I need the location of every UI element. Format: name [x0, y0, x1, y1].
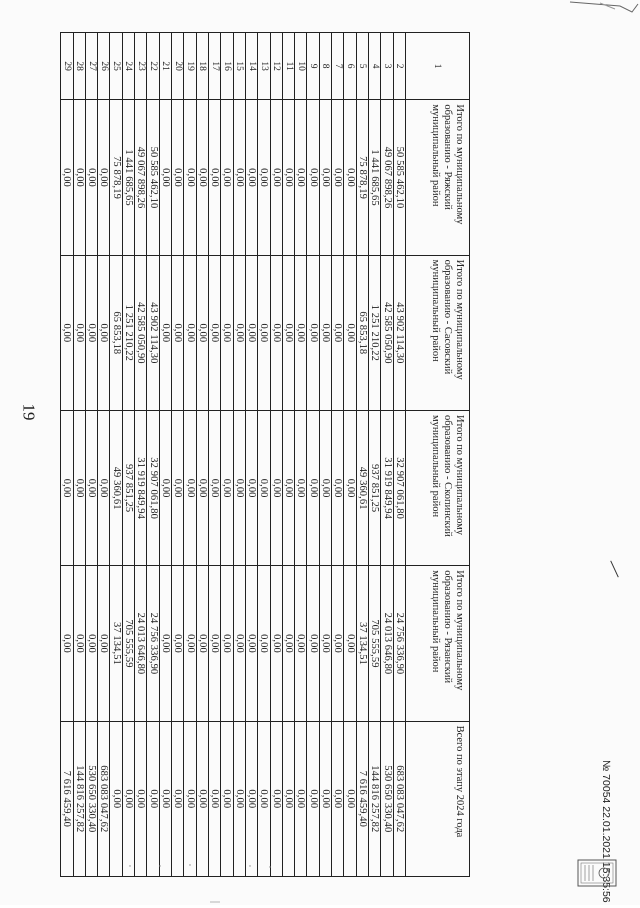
value-cell: 530 650 330,40 [85, 721, 97, 876]
value-cell: 0,00 [258, 566, 270, 721]
column-number-cell: 29 [61, 33, 74, 100]
table-row [172, 33, 184, 877]
column-number-cell: 18 [196, 33, 208, 100]
value-cell: 0,00 [282, 410, 294, 565]
column-number-cell: 22 [147, 33, 159, 100]
value-cell: 0,00 [196, 721, 208, 876]
value-cell: 0,00 [319, 255, 331, 410]
value-cell: 37 134,51 [110, 566, 122, 721]
value-cell: 0,00 [85, 255, 97, 410]
value-cell: 0,00 [209, 721, 221, 876]
table-row [369, 33, 381, 877]
value-cell: 0,00 [307, 255, 319, 410]
value-cell: 75 878,19 [356, 100, 368, 255]
value-cell: 0,00 [98, 100, 110, 255]
table-row [209, 33, 221, 877]
table-row [270, 33, 282, 877]
value-cell: 65 853,18 [356, 255, 368, 410]
value-cell: 49 067 898,26 [135, 100, 147, 255]
table-row [381, 33, 393, 877]
column-number-cell: 21 [159, 33, 171, 100]
value-cell: 0,00 [184, 100, 196, 255]
value-cell: 0,00 [221, 410, 233, 565]
value-cell: 0,00 [73, 255, 85, 410]
value-cell: 0,00 [282, 566, 294, 721]
value-cell: 0,00 [209, 255, 221, 410]
column-number-cell: 1 [406, 33, 470, 100]
pen-mark [610, 561, 619, 578]
value-cell: 0,00 [295, 255, 307, 410]
value-cell: 0,00 [245, 721, 257, 876]
value-cell: 0,00 [221, 566, 233, 721]
column-number-cell: 24 [122, 33, 134, 100]
value-cell: 0,00 [295, 566, 307, 721]
value-cell: 0,00 [98, 410, 110, 565]
value-cell: 24 013 646,80 [135, 566, 147, 721]
table-row [295, 33, 307, 877]
table-row [110, 33, 122, 877]
column-number-cell: 4 [369, 33, 381, 100]
value-cell: 0,00 [282, 721, 294, 876]
value-cell: 0,00 [245, 255, 257, 410]
value-cell: 50 585 462,10 [147, 100, 159, 255]
value-cell: 0,00 [258, 721, 270, 876]
value-cell: 937 851,25 [122, 410, 134, 565]
seal-icon [576, 858, 618, 888]
row-label-cell: Итого по муниципальному образованию - Скопинский муниципальный район [406, 410, 470, 565]
value-cell: 32 907 061,80 [393, 410, 405, 565]
value-cell: 0,00 [221, 100, 233, 255]
value-cell: 0,00 [159, 410, 171, 565]
value-cell: 0,00 [332, 255, 344, 410]
value-cell: 0,00 [344, 100, 356, 255]
scan-artifact-dots [120, 858, 300, 908]
value-cell: 0,00 [196, 410, 208, 565]
value-cell: 0,00 [270, 410, 282, 565]
value-cell: 31 919 849,94 [381, 410, 393, 565]
value-cell: 24 756 336,90 [393, 566, 405, 721]
value-cell: 0,00 [319, 566, 331, 721]
value-cell: 0,00 [307, 100, 319, 255]
value-cell: 0,00 [209, 566, 221, 721]
value-cell: 0,00 [258, 255, 270, 410]
value-cell: 0,00 [147, 721, 159, 876]
value-cell: 0,00 [270, 255, 282, 410]
value-cell: 0,00 [221, 255, 233, 410]
value-cell: 0,00 [233, 100, 245, 255]
column-number-cell: 19 [184, 33, 196, 100]
column-number-cell: 28 [73, 33, 85, 100]
document-stamp: № 70054 22.01.2021 15:35:56 [600, 760, 612, 903]
value-cell: 0,00 [98, 566, 110, 721]
value-cell: 42 585 050,90 [135, 255, 147, 410]
value-cell: 0,00 [122, 721, 134, 876]
value-cell: 0,00 [85, 566, 97, 721]
value-cell: 0,00 [73, 410, 85, 565]
table-row [73, 33, 85, 877]
table-row [98, 33, 110, 877]
column-number-cell: 25 [110, 33, 122, 100]
value-cell: 0,00 [196, 255, 208, 410]
value-cell: 0,00 [332, 100, 344, 255]
value-cell: 0,00 [85, 100, 97, 255]
value-cell: 0,00 [233, 410, 245, 565]
value-cell: 0,00 [295, 721, 307, 876]
scan-artifact-corner [560, 0, 640, 20]
value-cell: 0,00 [344, 410, 356, 565]
column-number-cell: 6 [344, 33, 356, 100]
row-label-cell: Итого по муниципальному образованию - Ряжский муниципальный район [406, 100, 470, 255]
value-cell: 0,00 [98, 255, 110, 410]
value-cell: 7 616 459,40 [356, 721, 368, 876]
table-row [61, 33, 74, 877]
value-cell: 683 083 047,62 [393, 721, 405, 876]
value-cell: 31 919 849,94 [135, 410, 147, 565]
value-cell: 0,00 [184, 410, 196, 565]
value-cell: 1 441 685,65 [369, 100, 381, 255]
value-cell: 0,00 [258, 100, 270, 255]
value-cell: 0,00 [172, 100, 184, 255]
budget-table [60, 32, 470, 877]
value-cell: 0,00 [270, 100, 282, 255]
value-cell: 0,00 [332, 410, 344, 565]
column-number-cell: 26 [98, 33, 110, 100]
table-row [85, 33, 97, 877]
value-cell: 705 555,59 [122, 566, 134, 721]
column-number-cell: 14 [245, 33, 257, 100]
value-cell: 0,00 [332, 566, 344, 721]
table-row [332, 33, 344, 877]
value-cell: 0,00 [172, 721, 184, 876]
value-cell: 0,00 [61, 255, 74, 410]
column-number-cell: 11 [282, 33, 294, 100]
value-cell: 1 441 685,65 [122, 100, 134, 255]
value-cell: 0,00 [233, 255, 245, 410]
value-cell: 32 907 061,80 [147, 410, 159, 565]
table-row [319, 33, 331, 877]
value-cell: 683 083 047,62 [98, 721, 110, 876]
table-row [147, 33, 159, 877]
table-row [344, 33, 356, 877]
value-cell: 0,00 [319, 100, 331, 255]
value-cell: 75 878,19 [110, 100, 122, 255]
value-cell: 0,00 [172, 255, 184, 410]
value-cell: 0,00 [196, 566, 208, 721]
value-cell: 0,00 [85, 410, 97, 565]
value-cell: 0,00 [159, 566, 171, 721]
value-cell: 43 902 114,30 [147, 255, 159, 410]
value-cell: 530 650 330,40 [381, 721, 393, 876]
page-number: 19 [19, 403, 39, 421]
value-cell: 705 555,59 [369, 566, 381, 721]
value-cell: 0,00 [159, 721, 171, 876]
value-cell: 0,00 [110, 721, 122, 876]
column-number-cell: 3 [381, 33, 393, 100]
value-cell: 144 816 257,82 [73, 721, 85, 876]
table-row [245, 33, 257, 877]
value-cell: 0,00 [61, 410, 74, 565]
column-number-cell: 10 [295, 33, 307, 100]
value-cell: 0,00 [61, 100, 74, 255]
table-row [307, 33, 319, 877]
value-cell: 42 585 050,90 [381, 255, 393, 410]
value-cell: 0,00 [332, 721, 344, 876]
value-cell: 144 816 257,82 [369, 721, 381, 876]
value-cell: 0,00 [245, 566, 257, 721]
column-number-cell: 12 [270, 33, 282, 100]
column-number-cell: 2 [393, 33, 405, 100]
value-cell: 0,00 [159, 100, 171, 255]
table-row [356, 33, 368, 877]
value-cell: 0,00 [295, 100, 307, 255]
table-row [122, 33, 134, 877]
row-label-cell: Итого по муниципальному образованию - Сасовский муниципальный район [406, 255, 470, 410]
value-cell: 0,00 [196, 100, 208, 255]
column-number-cell: 23 [135, 33, 147, 100]
value-cell: 0,00 [233, 566, 245, 721]
value-cell: 0,00 [295, 410, 307, 565]
value-cell: 0,00 [319, 410, 331, 565]
table-row [184, 33, 196, 877]
column-number-cell: 20 [172, 33, 184, 100]
value-cell: 0,00 [270, 566, 282, 721]
value-cell: 0,00 [319, 721, 331, 876]
value-cell: 37 134,51 [356, 566, 368, 721]
table-row [258, 33, 270, 877]
value-cell: 0,00 [307, 721, 319, 876]
column-number-cell: 27 [85, 33, 97, 100]
value-cell: 1 251 210,22 [122, 255, 134, 410]
column-number-cell: 8 [319, 33, 331, 100]
value-cell: 0,00 [282, 255, 294, 410]
table-row [233, 33, 245, 877]
value-cell: 0,00 [221, 721, 233, 876]
column-number-cell: 9 [307, 33, 319, 100]
value-cell: 0,00 [184, 566, 196, 721]
column-number-cell: 16 [221, 33, 233, 100]
value-cell: 0,00 [172, 410, 184, 565]
column-number-cell: 17 [209, 33, 221, 100]
table-row [159, 33, 171, 877]
rotated-table-container [60, 32, 470, 877]
value-cell: 0,00 [73, 100, 85, 255]
value-cell: 0,00 [344, 255, 356, 410]
value-cell: 0,00 [159, 255, 171, 410]
value-cell: 0,00 [245, 100, 257, 255]
column-number-cell: 7 [332, 33, 344, 100]
value-cell: 0,00 [270, 721, 282, 876]
table-row [196, 33, 208, 877]
table-row [393, 33, 405, 877]
row-label-cell: Всего по этапу 2024 года [406, 721, 470, 876]
value-cell: 0,00 [233, 721, 245, 876]
value-cell: 49 360,61 [356, 410, 368, 565]
value-cell: 0,00 [61, 566, 74, 721]
value-cell: 0,00 [184, 255, 196, 410]
value-cell: 0,00 [245, 410, 257, 565]
column-number-cell: 13 [258, 33, 270, 100]
value-cell: 0,00 [184, 721, 196, 876]
value-cell: 50 585 462,10 [393, 100, 405, 255]
value-cell: 0,00 [135, 721, 147, 876]
value-cell: 937 851,25 [369, 410, 381, 565]
value-cell: 24 013 646,80 [381, 566, 393, 721]
column-number-cell: 15 [233, 33, 245, 100]
value-cell: 49 360,61 [110, 410, 122, 565]
value-cell: 0,00 [209, 410, 221, 565]
column-number-cell: 5 [356, 33, 368, 100]
value-cell: 0,00 [307, 410, 319, 565]
value-cell: 0,00 [307, 566, 319, 721]
value-cell: 0,00 [344, 721, 356, 876]
table-row [282, 33, 294, 877]
table-row [135, 33, 147, 877]
value-cell: 65 853,18 [110, 255, 122, 410]
value-cell: 7 616 459,40 [61, 721, 74, 876]
value-cell: 0,00 [73, 566, 85, 721]
value-cell: 43 902 114,30 [393, 255, 405, 410]
row-label-cell: Итого по муниципальному образованию - Рязанский муниципальный район [406, 566, 470, 721]
value-cell: 24 756 336,90 [147, 566, 159, 721]
value-cell: 0,00 [172, 566, 184, 721]
table-row [221, 33, 233, 877]
value-cell: 0,00 [282, 100, 294, 255]
value-cell: 0,00 [209, 100, 221, 255]
value-cell: 0,00 [258, 410, 270, 565]
value-cell: 0,00 [344, 566, 356, 721]
value-cell: 1 251 210,22 [369, 255, 381, 410]
value-cell: 49 067 898,26 [381, 100, 393, 255]
table-row [406, 33, 470, 877]
